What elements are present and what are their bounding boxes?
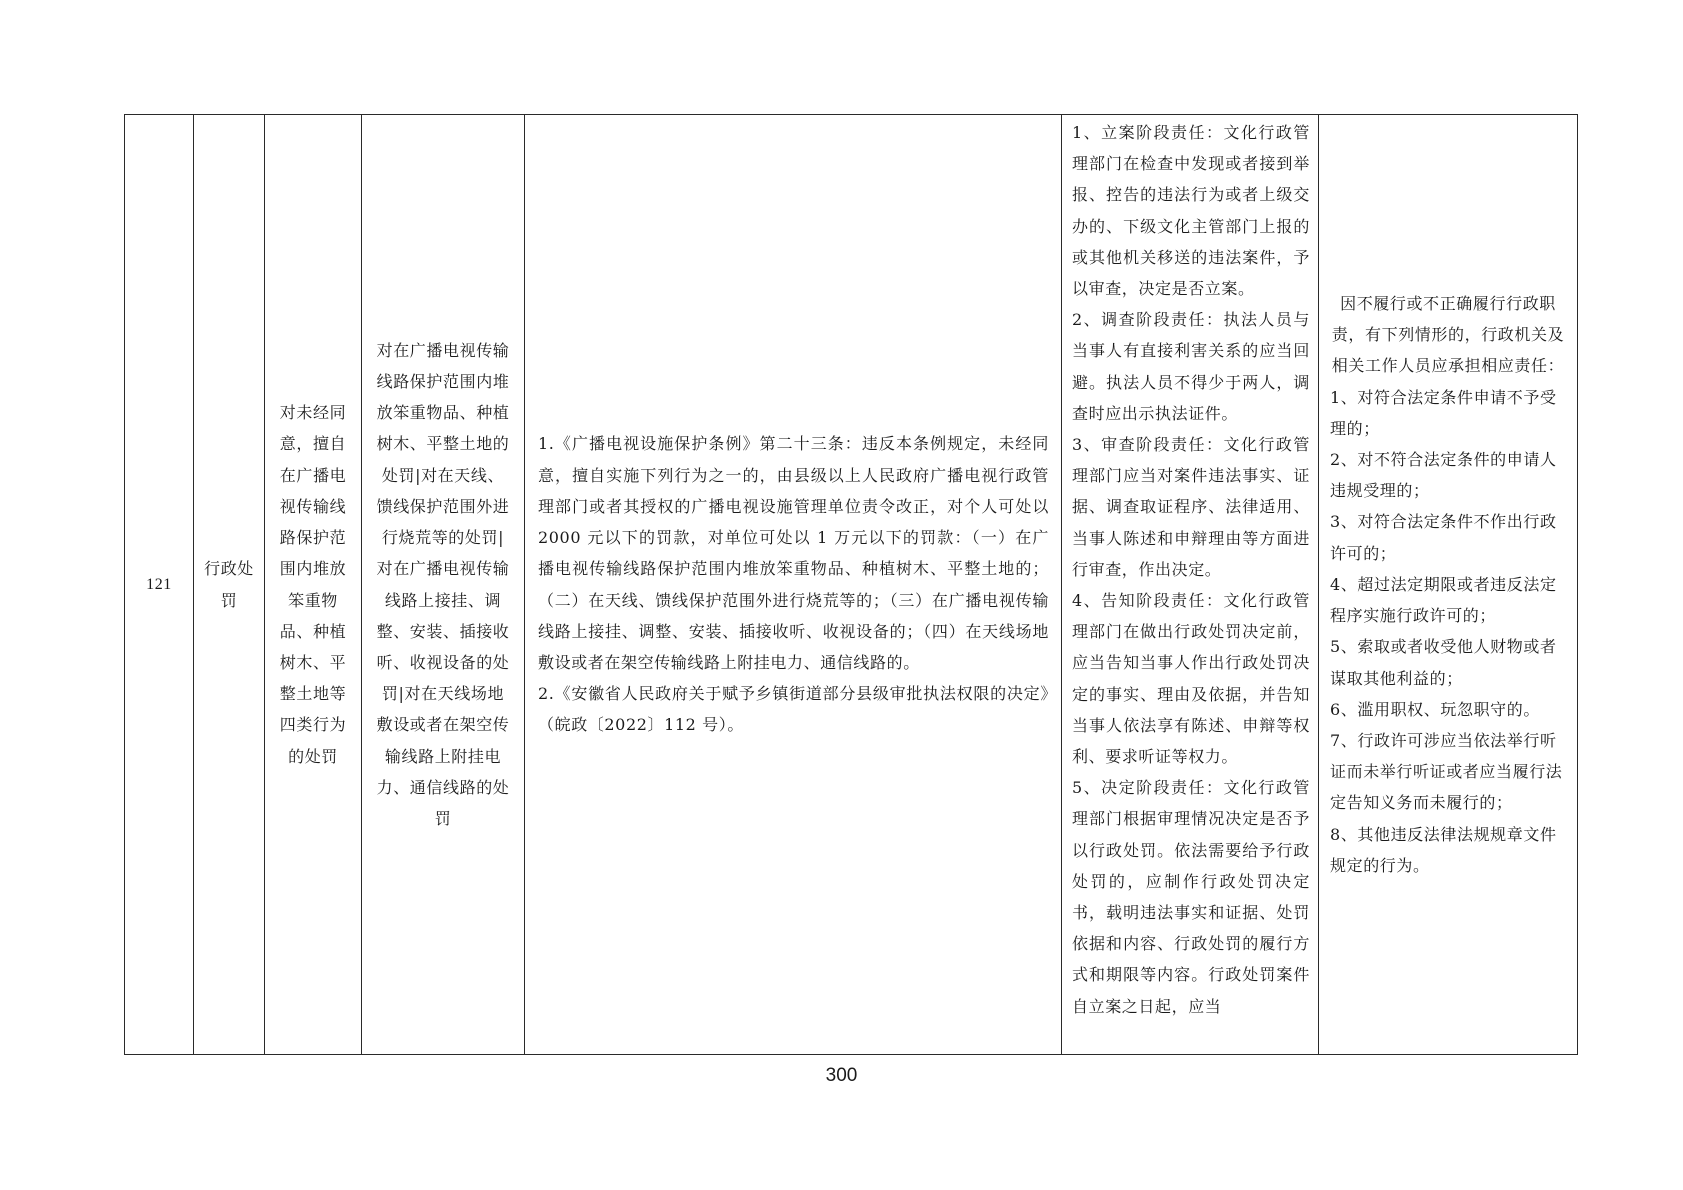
responsibility-item: 5、决定阶段责任：文化行政管理部门根据审理情况决定是否予以行政处罚。依法需要给予行政处罚的，应制作行政处罚决定书，载明违法事实和证据、处罚依据和内容、行政处罚的履行方式和期限等内容。行政处罚案件自立案之日起，应当 — [1072, 778, 1310, 1016]
legal-basis-item: 2.《安徽省人民政府关于赋予乡镇街道部分县级审批执法权限的决定》（皖政〔2022〕112 号）。 — [538, 684, 1049, 735]
accountability-item: 2、对不符合法定条件的申请人违规受理的； — [1330, 450, 1557, 501]
accountability-list — [1319, 288, 1577, 881]
accountability-item: 5、索取或者收受他人财物或者谋取其他利益的； — [1330, 637, 1557, 688]
responsibility-item: 2、调查阶段责任：执法人员与当事人有直接利害关系的应当回避。执法人员不得少于两人，调查时应出示执法证件。 — [1072, 310, 1310, 423]
legal-basis-cell — [525, 115, 1062, 1055]
accountability-item: 7、行政许可涉应当依法举行听证而未举行听证或者应当履行法定告知义务而未履行的； — [1330, 730, 1563, 813]
item-name-cell — [265, 115, 362, 1055]
legal-basis-item: 1.《广播电视设施保护条例》第二十三条：违反本条例规定，未经同意，擅自实施下列行为之一的，由县级以上人民政府广播电视行政管理部门或者其授权的广播电视设施管理单位责令改正，对个人可处以 2000 元以下的罚款，对单位可处以 1 万元以下的罚款：（一）在广播电视传输线路保护范围内堆放笨重物品、种植树木、平整土地的；（二）在天线、馈线保护范围外进行烧荒等的；（三）在广播电视传输线路上接挂、调整、安装、插接收听、收视设备的；（四）在天线场地敷设或者在架空传输线路上附挂电力、通信线路的。 — [538, 434, 1049, 672]
accountability-item: 8、其他违反法律法规规章文件规定的行为。 — [1330, 824, 1557, 875]
accountability-intro: 因不履行或不正确履行行政职责，有下列情形的，行政机关及相关工作人员应承担相应责任： — [1331, 294, 1565, 376]
responsibility-item: 3、审查阶段责任：文化行政管理部门应当对案件违法事实、证据、调查取证程序、法律适用、当事人陈述和申辩理由等方面进行审查，作出决定。 — [1072, 435, 1310, 579]
responsibility-cell — [1062, 115, 1319, 1055]
accountability-item: 1、对符合法定条件申请不予受理的； — [1330, 387, 1557, 438]
authority-table — [124, 114, 1578, 1055]
responsibility-item: 1、立案阶段责任：文化行政管理部门在检查中发现或者接到举报、控告的违法行为或者上级交办的、下级文化主管部门上报的或其他机关移送的违法案件，予以审查，决定是否立案。 — [1072, 123, 1310, 299]
sub-items-cell — [362, 115, 525, 1055]
accountability-item: 6、滥用职权、玩忽职守的。 — [1330, 699, 1540, 719]
accountability-item: 3、对符合法定条件不作出行政许可的； — [1330, 512, 1557, 563]
row-number: 121 — [125, 115, 194, 1055]
item-name-text: 对未经同意，擅自在广播电视传输线路保护范围内堆放笨重物品、种植树木、平整土地等四类行为的处罚 — [279, 403, 347, 766]
accountability-cell — [1319, 115, 1578, 1055]
responsibility-item: 4、告知阶段责任：文化行政管理部门在做出行政处罚决定前，应当告知当事人作出行政处罚决定的事实、理由及依据，并告知当事人依法享有陈述、申辩等权利、要求听证等权力。 — [1072, 591, 1310, 767]
category-cell — [194, 115, 265, 1055]
responsibility-list — [1062, 115, 1318, 1022]
table-row — [125, 115, 1578, 1055]
legal-basis-text — [525, 428, 1061, 740]
category-text: 行政处罚 — [204, 559, 254, 610]
page-number: 300 — [825, 1065, 858, 1086]
sub-items-text: 对在广播电视传输线路保护范围内堆放笨重物品、种植树木、平整土地的处罚|对在天线、馈线保护范围外进行烧荒等的处罚|对在广播电视传输线路上接挂、调整、安装、插接收听、收视设备的处罚|对在天线场地敷设或者在架空传输线路上附挂电力、通信线路的处罚 — [376, 340, 510, 828]
accountability-item: 4、超过法定期限或者违反法定程序实施行政许可的； — [1330, 574, 1557, 626]
